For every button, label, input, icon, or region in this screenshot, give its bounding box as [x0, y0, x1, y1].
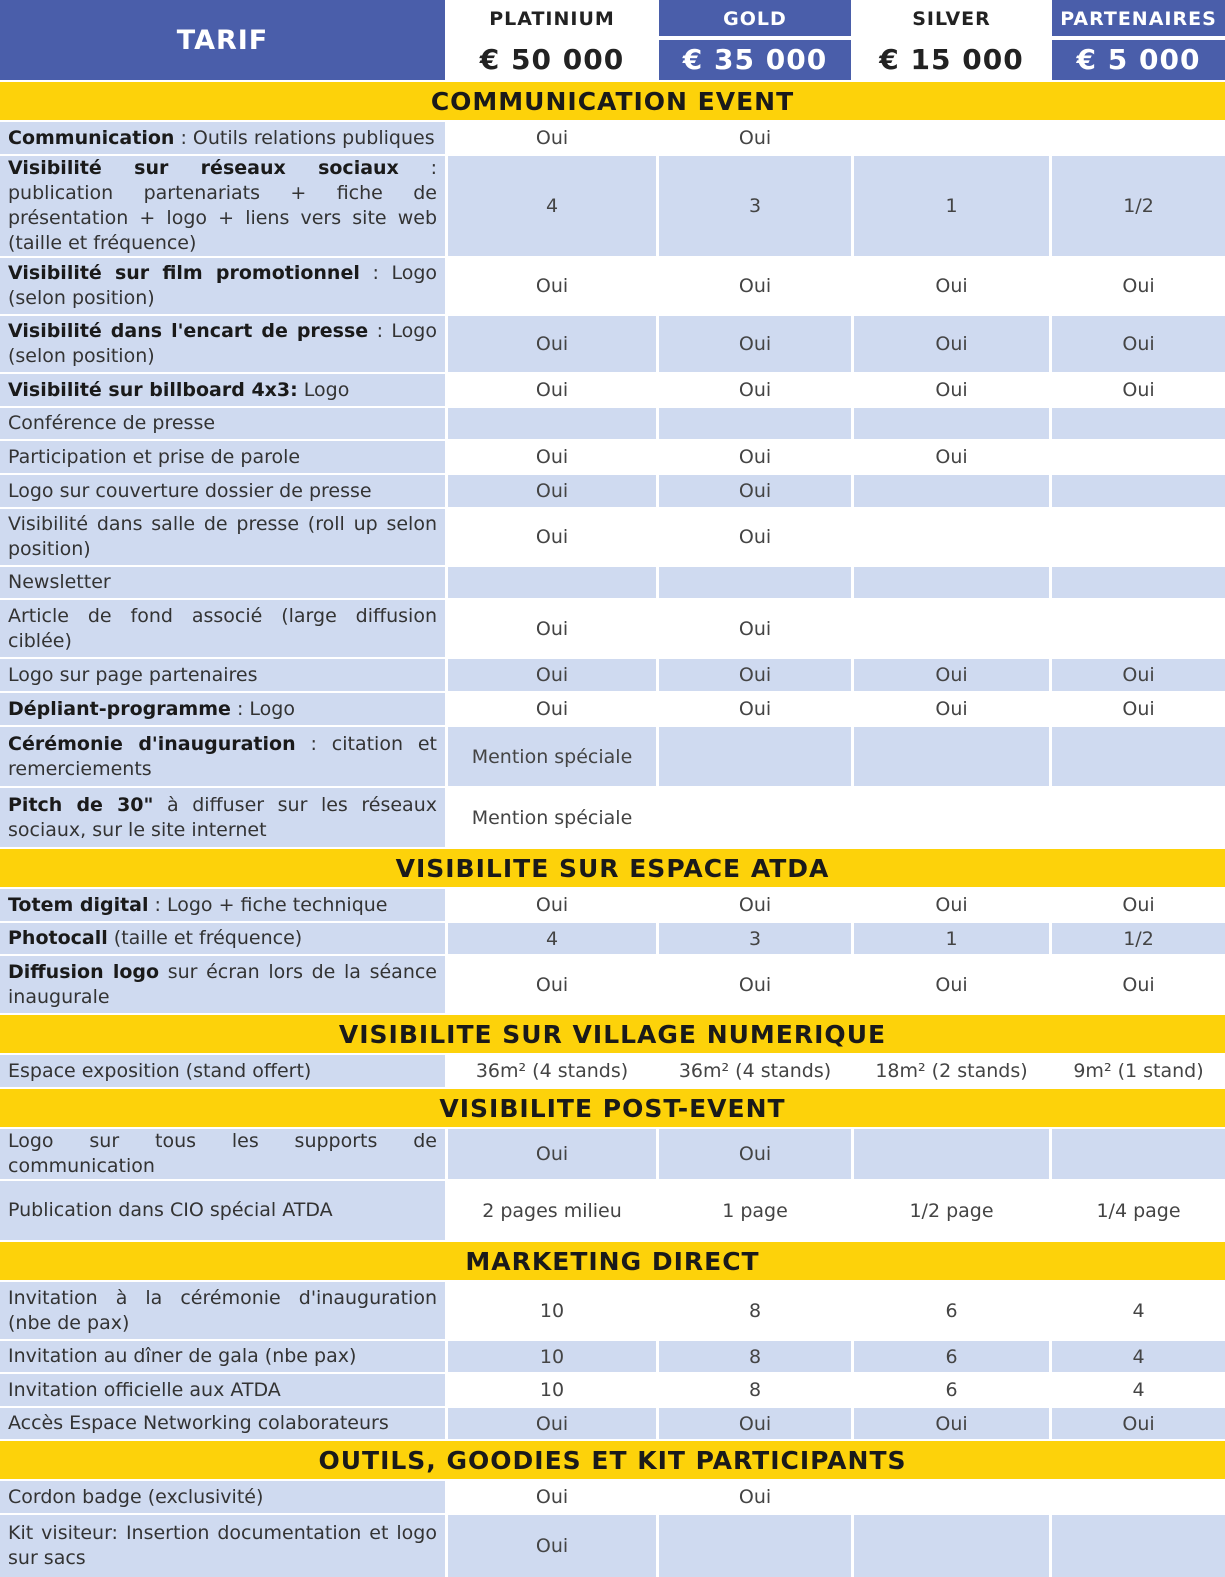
row-label-text: Logo sur tous les supports de communication — [8, 1130, 437, 1177]
cell-value: 10 — [445, 1372, 656, 1406]
row-label-bold: Visibilité sur réseaux sociaux — [8, 157, 399, 179]
cell-value: Oui — [1049, 887, 1225, 921]
cell-value — [1049, 473, 1225, 507]
tier-name: GOLD — [659, 0, 851, 36]
section-header — [0, 1240, 1225, 1280]
tier-silver — [851, 0, 1049, 80]
cell-value: Oui — [851, 691, 1049, 725]
cell-value: 1 — [851, 154, 1049, 256]
cell-value: Oui — [445, 473, 656, 507]
row-label-text: Article de fond associé (large diffusion ciblée) — [8, 604, 437, 652]
section-title: COMMUNICATION EVENT — [0, 80, 1225, 120]
cell-value — [1049, 598, 1225, 657]
table-row — [0, 725, 1225, 786]
row-label-bold: Visibilité dans l'encart de presse — [8, 320, 369, 342]
cell-value: Oui — [851, 256, 1049, 314]
row-label — [0, 1479, 445, 1513]
cell-value: 10 — [445, 1339, 656, 1372]
row-label — [0, 406, 445, 439]
row-label — [0, 1406, 445, 1439]
cell-value — [1049, 406, 1225, 439]
cell-value: Oui — [445, 1513, 656, 1577]
cell-value: Oui — [851, 887, 1049, 921]
row-label — [0, 256, 445, 314]
row-label-text: (taille et fréquence) — [107, 927, 303, 949]
row-label-text: : Logo — [230, 697, 295, 720]
cell-value: Mention spéciale — [445, 786, 656, 847]
table-row — [0, 598, 1225, 657]
tarif-header: TARIF — [0, 0, 445, 80]
cell-value: Oui — [656, 256, 851, 314]
table-row — [0, 473, 1225, 507]
cell-value: 1 — [851, 921, 1049, 954]
table-row — [0, 507, 1225, 565]
tier-platinium — [445, 0, 656, 80]
row-label — [0, 120, 445, 154]
cell-value — [1049, 120, 1225, 154]
section-header — [0, 1439, 1225, 1479]
cell-value: Oui — [851, 372, 1049, 406]
cell-value: 4 — [1049, 1280, 1225, 1339]
row-label-text: Newsletter — [8, 571, 111, 593]
cell-value: Oui — [1049, 256, 1225, 314]
row-label-text: : Logo + fiche technique — [148, 893, 388, 916]
row-label-bold: Pitch de 30" — [8, 793, 154, 816]
cell-value — [1049, 786, 1225, 847]
cell-value — [1049, 1479, 1225, 1513]
row-label — [0, 1053, 445, 1087]
section-header — [0, 1013, 1225, 1053]
cell-value: 8 — [656, 1339, 851, 1372]
cell-value — [851, 725, 1049, 786]
tier-partenaires — [1049, 0, 1225, 80]
table-row — [0, 256, 1225, 314]
row-label — [0, 1280, 445, 1339]
tier-price: € 5 000 — [1052, 40, 1225, 80]
cell-value — [851, 565, 1049, 598]
table-row — [0, 887, 1225, 921]
row-label-bold: Totem digital — [8, 893, 149, 916]
row-label — [0, 691, 445, 725]
cell-value: Oui — [656, 691, 851, 725]
cell-value — [656, 786, 851, 847]
tier-name: PLATINIUM — [489, 8, 615, 30]
row-label-text: : publication partenariats + fiche de présentation + logo + liens vers site web (taille et fréquence) — [8, 157, 437, 254]
cell-value: Oui — [851, 314, 1049, 372]
cell-value: 6 — [851, 1372, 1049, 1406]
cell-value: Oui — [1049, 314, 1225, 372]
row-label — [0, 1127, 445, 1179]
row-label — [0, 473, 445, 507]
row-label — [0, 786, 445, 847]
cell-value: Oui — [445, 954, 656, 1013]
row-label-bold: Visibilité sur film promotionnel — [8, 262, 360, 284]
section-title: MARKETING DIRECT — [0, 1240, 1225, 1280]
table-row — [0, 786, 1225, 847]
cell-value: 4 — [445, 154, 656, 256]
section-title: OUTILS, GOODIES ET KIT PARTICIPANTS — [0, 1439, 1225, 1479]
section-title: VISIBILITE SUR VILLAGE NUMERIQUE — [0, 1013, 1225, 1053]
cell-value: Oui — [656, 657, 851, 691]
table-row — [0, 372, 1225, 406]
cell-value: Oui — [1049, 954, 1225, 1013]
row-label-text: Publication dans CIO spécial ATDA — [8, 1199, 333, 1221]
cell-value: Oui — [851, 657, 1049, 691]
cell-value: Oui — [445, 887, 656, 921]
table-row — [0, 691, 1225, 725]
row-label-text: : Outils relations publiques — [174, 126, 435, 149]
cell-value: Oui — [1049, 372, 1225, 406]
cell-value — [851, 1479, 1049, 1513]
cell-value — [1049, 439, 1225, 473]
table-row — [0, 1372, 1225, 1406]
row-label-text: Invitation à la cérémonie d'inauguration (nbe de pax) — [8, 1286, 437, 1334]
cell-value — [656, 1513, 851, 1577]
cell-value: 1/4 page — [1049, 1179, 1225, 1240]
cell-value: Oui — [445, 120, 656, 154]
cell-value: 18m² (2 stands) — [851, 1053, 1049, 1087]
table-row — [0, 1406, 1225, 1439]
row-label — [0, 725, 445, 786]
cell-value: 4 — [1049, 1372, 1225, 1406]
row-label — [0, 1372, 445, 1406]
cell-value: 3 — [656, 154, 851, 256]
cell-value: Mention spéciale — [445, 725, 656, 786]
row-label-bold: Photocall — [8, 927, 108, 949]
cell-value: Oui — [445, 1127, 656, 1179]
row-label — [0, 439, 445, 473]
table-row — [0, 314, 1225, 372]
section-title: VISIBILITE POST-EVENT — [0, 1087, 1225, 1127]
cell-value: Oui — [656, 1406, 851, 1439]
cell-value: Oui — [851, 1406, 1049, 1439]
row-label — [0, 954, 445, 1013]
cell-value: Oui — [445, 598, 656, 657]
cell-value: Oui — [656, 1479, 851, 1513]
table-row — [0, 120, 1225, 154]
cell-value: Oui — [656, 473, 851, 507]
cell-value: Oui — [656, 314, 851, 372]
cell-value — [851, 120, 1049, 154]
table-row — [0, 406, 1225, 439]
cell-value — [1049, 1127, 1225, 1179]
tier-name: SILVER — [912, 8, 991, 30]
row-label-text: : citation et remerciements — [8, 732, 438, 780]
cell-value: 36m² (4 stands) — [445, 1053, 656, 1087]
cell-value: Oui — [445, 691, 656, 725]
row-label-text: sur écran lors de la séance inaugurale — [8, 960, 437, 1008]
cell-value — [851, 786, 1049, 847]
row-label — [0, 507, 445, 565]
tier-price: € 15 000 — [879, 43, 1024, 76]
cell-value: Oui — [851, 439, 1049, 473]
row-label — [0, 921, 445, 954]
row-label — [0, 1339, 445, 1372]
table-body — [0, 80, 1225, 1577]
cell-value: 1/2 — [1049, 154, 1225, 256]
table-row — [0, 1179, 1225, 1240]
row-label-bold: Communication — [8, 126, 175, 149]
row-label-bold: Dépliant-programme — [8, 697, 231, 720]
row-label — [0, 314, 445, 372]
row-label-text: Logo — [297, 378, 350, 401]
cell-value: 8 — [656, 1280, 851, 1339]
tier-name: PARTENAIRES — [1052, 0, 1225, 36]
section-header — [0, 1087, 1225, 1127]
row-label-text: Invitation officielle aux ATDA — [8, 1378, 281, 1401]
table-row — [0, 1513, 1225, 1577]
row-label — [0, 598, 445, 657]
cell-value: Oui — [656, 954, 851, 1013]
cell-value: 1 page — [656, 1179, 851, 1240]
row-label-text: : Logo (selon position) — [8, 320, 437, 367]
cell-value: 8 — [656, 1372, 851, 1406]
section-title: VISIBILITE SUR ESPACE ATDA — [0, 847, 1225, 887]
cell-value: Oui — [656, 887, 851, 921]
cell-value: 1/2 — [1049, 921, 1225, 954]
cell-value: Oui — [1049, 1406, 1225, 1439]
table-row — [0, 1479, 1225, 1513]
row-label-text: : Logo (selon position) — [8, 262, 438, 309]
cell-value: Oui — [656, 120, 851, 154]
cell-value — [445, 406, 656, 439]
row-label — [0, 372, 445, 406]
cell-value: Oui — [656, 372, 851, 406]
cell-value: 2 pages milieu — [445, 1179, 656, 1240]
cell-value — [1049, 565, 1225, 598]
row-label-text: Logo sur couverture dossier de presse — [8, 479, 372, 502]
cell-value — [851, 598, 1049, 657]
cell-value: 4 — [1049, 1339, 1225, 1372]
table-row — [0, 921, 1225, 954]
row-label-text: Cordon badge (exclusivité) — [8, 1485, 264, 1508]
tier-price: € 50 000 — [479, 43, 625, 76]
table-row — [0, 1339, 1225, 1372]
table-row — [0, 1280, 1225, 1339]
cell-value: Oui — [445, 314, 656, 372]
cell-value — [656, 565, 851, 598]
row-label-text: Invitation au dîner de gala (nbe pax) — [8, 1345, 357, 1367]
row-label-bold: Cérémonie d'inauguration — [8, 732, 296, 755]
header-row — [0, 0, 1225, 80]
cell-value — [851, 473, 1049, 507]
cell-value: Oui — [656, 439, 851, 473]
row-label-text: Conférence de presse — [8, 412, 216, 434]
cell-value — [1049, 1513, 1225, 1577]
table-row — [0, 1127, 1225, 1179]
cell-value: Oui — [1049, 691, 1225, 725]
section-header — [0, 847, 1225, 887]
table-row — [0, 657, 1225, 691]
row-label-text: Espace exposition (stand offert) — [8, 1059, 312, 1082]
row-label-text: Accès Espace Networking colaborateurs — [8, 1412, 389, 1434]
section-header — [0, 80, 1225, 120]
cell-value: 6 — [851, 1280, 1049, 1339]
cell-value: Oui — [445, 372, 656, 406]
row-label — [0, 887, 445, 921]
table-row — [0, 154, 1225, 256]
cell-value — [851, 406, 1049, 439]
cell-value: Oui — [656, 507, 851, 565]
table-row — [0, 954, 1225, 1013]
cell-value: Oui — [1049, 657, 1225, 691]
row-label — [0, 657, 445, 691]
row-label — [0, 154, 445, 256]
tier-price: € 35 000 — [659, 40, 851, 80]
cell-value: Oui — [445, 1406, 656, 1439]
cell-value: 6 — [851, 1339, 1049, 1372]
cell-value: 9m² (1 stand) — [1049, 1053, 1225, 1087]
cell-value: Oui — [445, 657, 656, 691]
cell-value: 1/2 page — [851, 1179, 1049, 1240]
table-row — [0, 1053, 1225, 1087]
cell-value: Oui — [445, 507, 656, 565]
cell-value — [851, 507, 1049, 565]
row-label-text: Participation et prise de parole — [8, 445, 301, 468]
row-label-text: à diffuser sur les réseaux sociaux, sur le site internet — [8, 793, 437, 841]
cell-value: 36m² (4 stands) — [656, 1053, 851, 1087]
cell-value: Oui — [656, 1127, 851, 1179]
table-row — [0, 565, 1225, 598]
cell-value: 10 — [445, 1280, 656, 1339]
cell-value: Oui — [445, 1479, 656, 1513]
tier-gold — [656, 0, 851, 80]
row-label-bold: Visibilité sur billboard 4x3: — [8, 378, 298, 401]
cell-value: Oui — [445, 256, 656, 314]
cell-value: Oui — [445, 439, 656, 473]
cell-value: Oui — [656, 598, 851, 657]
cell-value: Oui — [851, 954, 1049, 1013]
row-label-text: Visibilité dans salle de presse (roll up selon position) — [8, 513, 437, 560]
cell-value — [656, 406, 851, 439]
cell-value — [656, 725, 851, 786]
cell-value — [1049, 725, 1225, 786]
cell-value: 4 — [445, 921, 656, 954]
row-label-text: Kit visiteur: Insertion documentation et logo sur sacs — [8, 1522, 437, 1569]
cell-value: 3 — [656, 921, 851, 954]
row-label-text: Logo sur page partenaires — [8, 663, 258, 686]
cell-value — [851, 1513, 1049, 1577]
row-label — [0, 1513, 445, 1577]
row-label-bold: Diffusion logo — [8, 960, 160, 983]
cell-value — [445, 565, 656, 598]
cell-value — [851, 1127, 1049, 1179]
cell-value — [1049, 507, 1225, 565]
row-label — [0, 565, 445, 598]
row-label — [0, 1179, 445, 1240]
table-row — [0, 439, 1225, 473]
